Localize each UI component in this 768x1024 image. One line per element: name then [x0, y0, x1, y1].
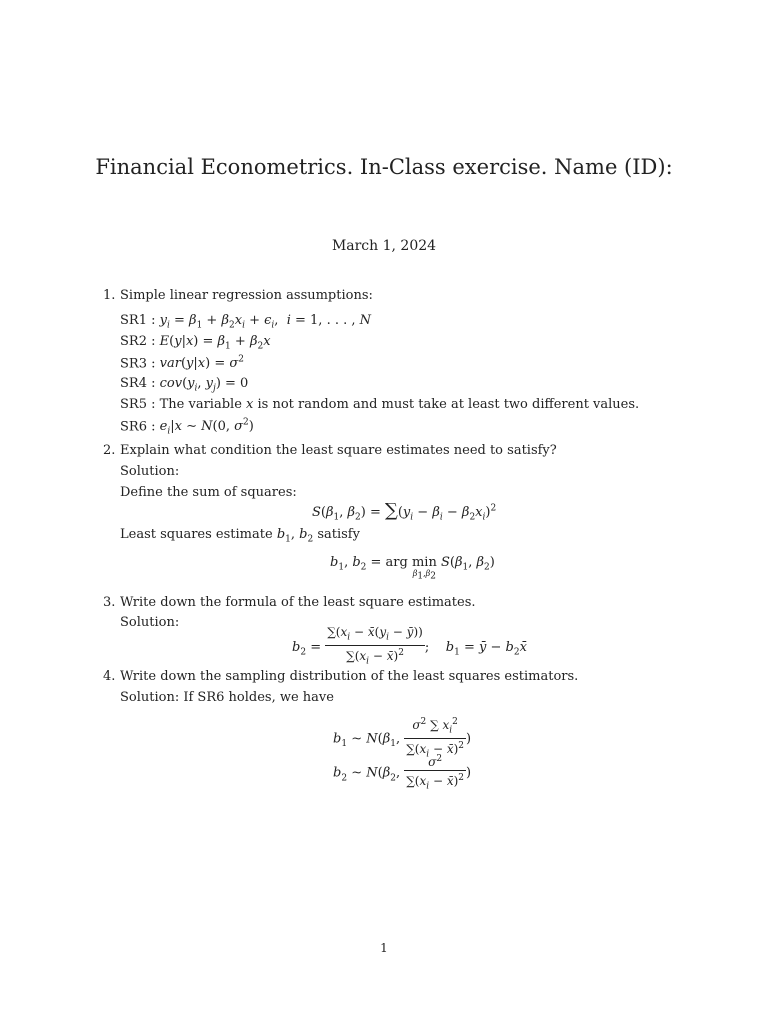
question-prompt: Simple linear regression assumptions: [120, 288, 373, 303]
question-number: 4. [103, 669, 116, 684]
question-prompt: Write down the formula of the least square estimates. [120, 595, 476, 610]
question-number: 3. [103, 595, 116, 610]
solution-label: Solution: [120, 615, 180, 630]
assumption-label: SR5 [120, 397, 147, 412]
question-prompt: Write down the sampling distribution of the least squares estimators. [120, 669, 579, 684]
assumption-sr2: SR2 : $E(y|x) = \beta_1 + \beta_2x$ [120, 334, 271, 352]
equation-sum-of-squares: $S(\beta_1$, $\beta_2) = \sum(y_i - \beta_i - \beta_2x_i)^2$ [312, 500, 497, 523]
solution-text: Define the sum of squares: [120, 485, 297, 500]
solution-text: Solution: If SR6 holdes, we have [120, 690, 334, 705]
question-prompt: Explain what condition the least square estimates need to satisfy? [120, 443, 557, 458]
assumption-label: SR1 [120, 313, 147, 328]
assumption-sr4: SR4 : $cov(y_i$, $y_j) = 0$ [120, 376, 249, 394]
question-number: 2. [103, 443, 116, 458]
equation-b1-distribution: $b_1$ ∼ $N(\beta_1$, $\frac{\sigma^2 \sum x_i^2}{\sum(x_i - x̄)^2}$ ) [333, 717, 472, 760]
assumption-formula: $e_i|x$ ∼ N(0, $\sigma^2$) [159, 418, 254, 437]
assumption-label: SR3 [120, 356, 147, 372]
assumption-sr3: SR3 : $var(y|x) = \sigma^2$ [120, 355, 244, 372]
equation-argmin: $b_1$, $b_2$ = arg min $\beta_1,\beta_2$ $S(\beta_1$, $\beta_2$) [330, 555, 495, 582]
assumption-label: SR4 [120, 376, 147, 391]
assumption-sr1: SR1 : $y_i = \beta_1 + \beta_2x_i + \epsilon_i$, i = 1, . . . , N [120, 313, 372, 331]
page-number: 1 [380, 941, 388, 955]
assumption-formula: $cov(y_i$, $y_j) = 0$ [159, 376, 249, 394]
equation-least-squares-estimates: $b_2$ = $\frac{\sum(x_i - x̄(y_i - ȳ))}{\sum(x_i - x̄)^2}$ ; $b_1$ = ȳ − $b_2x̄$ [292, 625, 527, 667]
assumption-label: SR2 [120, 334, 147, 349]
assumption-sr6: SR6 : $e_i|x$ ∼ N(0, $\sigma^2$) [120, 418, 254, 437]
document-date: March 1, 2024 [331, 238, 437, 254]
assumption-formula: $E(y|x) = \beta_1 + \beta_2x$ [159, 334, 271, 352]
question-number: 1. [103, 288, 116, 303]
assumption-formula: $var(y|x) = \sigma^2$ [159, 355, 244, 372]
solution-text: Least squares estimate $b_1$, $b_2$ satisfy [120, 527, 360, 545]
assumption-label: SR6 [120, 419, 147, 435]
assumption-text: The variable x is not random and must take at least two different values. [159, 397, 640, 412]
equation-b2-distribution: $b_2$ ∼ $N(\beta_2$, $\frac{\sigma^2}{\sum(x_i - x̄)^2}$ ) [333, 754, 472, 792]
assumption-formula: $y_i = \beta_1 + \beta_2x_i + \epsilon_i$, i = 1, . . . , N [159, 313, 372, 331]
assumption-sr5: SR5 : The variable x is not random and must take at least two different values. [120, 397, 640, 412]
solution-label: Solution: [120, 464, 180, 479]
document-title: Financial Econometrics. In-Class exercise. Name (ID): [95, 155, 673, 179]
